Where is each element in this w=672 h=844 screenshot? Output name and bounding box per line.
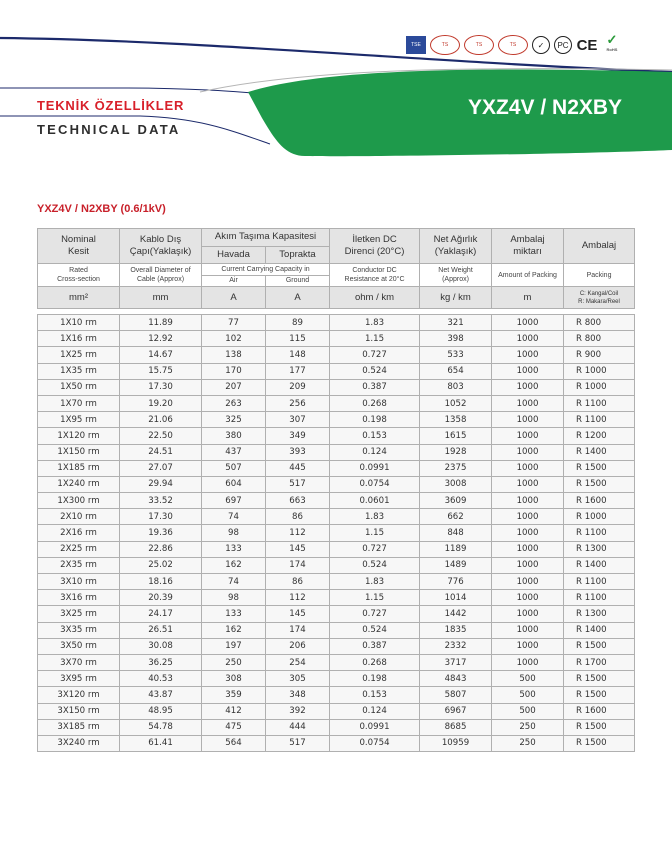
table-cell: 5807 <box>420 687 492 703</box>
technical-data-table <box>37 228 635 752</box>
table-cell: 206 <box>266 638 330 654</box>
table-cell: R 1500 <box>564 638 635 654</box>
table-cell: 359 <box>202 687 266 703</box>
table-cell: 112 <box>266 525 330 541</box>
table-cell: 1000 <box>492 476 564 492</box>
table-cell: 533 <box>420 347 492 363</box>
table-cell: 21.06 <box>120 412 202 428</box>
table-cell: 0.198 <box>330 671 420 687</box>
table-cell: 392 <box>266 703 330 719</box>
table-cell: 1X185 rm <box>38 460 120 476</box>
table-cell: 19.36 <box>120 525 202 541</box>
table-cell: 250 <box>202 654 266 670</box>
col-nominal-en: Rated Cross-section <box>38 264 120 287</box>
table-cell: 1000 <box>492 509 564 525</box>
table-cell: 22.50 <box>120 428 202 444</box>
thin-navy-line <box>0 88 290 96</box>
table-cell: 507 <box>202 460 266 476</box>
table-cell: 445 <box>266 460 330 476</box>
table-cell: 22.86 <box>120 541 202 557</box>
table-cell: 43.87 <box>120 687 202 703</box>
table-cell: 14.67 <box>120 347 202 363</box>
table-cell: 3X120 rm <box>38 687 120 703</box>
rohs-icon: ✓ RoHS <box>606 32 618 52</box>
table-cell: 2X25 rm <box>38 541 120 557</box>
page-title-tr: TEKNİK ÖZELLİKLER <box>37 98 185 113</box>
table-cell: 3008 <box>420 476 492 492</box>
table-cell: 500 <box>492 703 564 719</box>
table-cell: 662 <box>420 509 492 525</box>
table-cell: R 1500 <box>564 687 635 703</box>
table-cell: 3717 <box>420 654 492 670</box>
unit-diameter: mm <box>120 287 202 309</box>
cert-oval-icon-2: TS <box>464 35 494 55</box>
table-row <box>38 412 635 428</box>
table-cell: 517 <box>266 476 330 492</box>
table-cell: 1X95 rm <box>38 412 120 428</box>
table-cell: R 1700 <box>564 654 635 670</box>
col-air: Havada <box>202 246 266 264</box>
col-ground: Toprakta <box>266 246 330 264</box>
table-cell: 162 <box>202 557 266 573</box>
table-cell: 1.83 <box>330 315 420 331</box>
table-cell: R 900 <box>564 347 635 363</box>
table-cell: 1.15 <box>330 525 420 541</box>
table-cell: 177 <box>266 363 330 379</box>
table-cell: 133 <box>202 606 266 622</box>
table-cell: 307 <box>266 412 330 428</box>
table-row <box>38 606 635 622</box>
table-cell: R 1000 <box>564 509 635 525</box>
col-weight-en: Net Weight (Approx) <box>420 264 492 287</box>
table-cell: 1928 <box>420 444 492 460</box>
table-row <box>38 460 635 476</box>
col-resistance: İletken DC Direnci (20°C) <box>330 229 420 264</box>
table-cell: 115 <box>266 331 330 347</box>
page-title-en: TECHNICAL DATA <box>37 122 181 137</box>
table-cell: 1000 <box>492 557 564 573</box>
table-cell: 3X50 rm <box>38 638 120 654</box>
table-row <box>38 687 635 703</box>
unit-resistance: ohm / km <box>330 287 420 309</box>
table-cell: 1000 <box>492 363 564 379</box>
col-capacity: Akım Taşıma Kapasitesi <box>202 229 330 247</box>
table-cell: 174 <box>266 622 330 638</box>
table-row <box>38 428 635 444</box>
table-cell: 1835 <box>420 622 492 638</box>
table-cell: 61.41 <box>120 735 202 751</box>
col-capacity-en: Current Carrying Capacity in <box>202 264 330 276</box>
table-cell: 848 <box>420 525 492 541</box>
table-cell: 2332 <box>420 638 492 654</box>
table-cell: 1000 <box>492 315 564 331</box>
table-cell: 24.17 <box>120 606 202 622</box>
table-row <box>38 476 635 492</box>
table-cell: 1.83 <box>330 574 420 590</box>
table-cell: 517 <box>266 735 330 751</box>
table-cell: 145 <box>266 606 330 622</box>
table-cell: 564 <box>202 735 266 751</box>
table-cell: R 1100 <box>564 590 635 606</box>
table-cell: 48.95 <box>120 703 202 719</box>
table-cell: 2X35 rm <box>38 557 120 573</box>
table-cell: R 1300 <box>564 541 635 557</box>
table-cell: 27.07 <box>120 460 202 476</box>
table-cell: 604 <box>202 476 266 492</box>
table-cell: 1052 <box>420 395 492 411</box>
table-row <box>38 671 635 687</box>
table-cell: 3X95 rm <box>38 671 120 687</box>
table-cell: 54.78 <box>120 719 202 735</box>
table-cell: R 1000 <box>564 363 635 379</box>
table-row <box>38 735 635 751</box>
table-cell: 349 <box>266 428 330 444</box>
table-cell: 1000 <box>492 638 564 654</box>
table-cell: R 1500 <box>564 671 635 687</box>
table-cell: 207 <box>202 379 266 395</box>
table-cell: R 1500 <box>564 735 635 751</box>
col-amount-en: Amount of Packing <box>492 264 564 287</box>
table-cell: 74 <box>202 574 266 590</box>
table-cell: 1X35 rm <box>38 363 120 379</box>
table-cell: 3X185 rm <box>38 719 120 735</box>
table-cell: 1X10 rm <box>38 315 120 331</box>
table-cell: 74 <box>202 509 266 525</box>
table-cell: 40.53 <box>120 671 202 687</box>
table-cell: 98 <box>202 525 266 541</box>
table-row <box>38 347 635 363</box>
table-cell: 3X70 rm <box>38 654 120 670</box>
table-cell: 10959 <box>420 735 492 751</box>
table-cell: 8685 <box>420 719 492 735</box>
table-cell: 0.0754 <box>330 476 420 492</box>
table-cell: 0.153 <box>330 428 420 444</box>
table-cell: 3X150 rm <box>38 703 120 719</box>
table-row <box>38 379 635 395</box>
col-diameter-en: Overall Diameter of Cable (Approx) <box>120 264 202 287</box>
table-cell: 0.0991 <box>330 460 420 476</box>
table-row <box>38 493 635 509</box>
table-cell: 133 <box>202 541 266 557</box>
header-row-en <box>38 264 635 276</box>
table-cell: 1.15 <box>330 331 420 347</box>
table-cell: R 800 <box>564 315 635 331</box>
table-cell: 1000 <box>492 331 564 347</box>
table-cell: R 1600 <box>564 703 635 719</box>
table-cell: 305 <box>266 671 330 687</box>
table-cell: 102 <box>202 331 266 347</box>
table-cell: 776 <box>420 574 492 590</box>
table-cell: 0.387 <box>330 638 420 654</box>
table-cell: 1615 <box>420 428 492 444</box>
table-row <box>38 638 635 654</box>
table-row <box>38 703 635 719</box>
table-cell: R 1300 <box>564 606 635 622</box>
table-cell: 1X120 rm <box>38 428 120 444</box>
table-cell: 1000 <box>492 606 564 622</box>
table-cell: 1000 <box>492 347 564 363</box>
table-cell: 1000 <box>492 444 564 460</box>
table-cell: 4843 <box>420 671 492 687</box>
table-cell: 0.0601 <box>330 493 420 509</box>
table-cell: 1X25 rm <box>38 347 120 363</box>
table-cell: 19.20 <box>120 395 202 411</box>
table-cell: 15.75 <box>120 363 202 379</box>
unit-nominal: mm² <box>38 287 120 309</box>
table-cell: 89 <box>266 315 330 331</box>
table-cell: 1014 <box>420 590 492 606</box>
table-cell: 1000 <box>492 493 564 509</box>
cert-oval-icon-1: TS <box>430 35 460 55</box>
table-cell: 112 <box>266 590 330 606</box>
table-cell: 412 <box>202 703 266 719</box>
table-cell: 3X16 rm <box>38 590 120 606</box>
table-row <box>38 574 635 590</box>
table-cell: R 1100 <box>564 525 635 541</box>
col-air-en: Air <box>202 275 266 287</box>
table-row <box>38 395 635 411</box>
table-cell: 17.30 <box>120 379 202 395</box>
table-cell: 256 <box>266 395 330 411</box>
table-cell: 1000 <box>492 428 564 444</box>
table-cell: 1000 <box>492 395 564 411</box>
table-cell: R 1100 <box>564 412 635 428</box>
table-cell: 500 <box>492 687 564 703</box>
table-cell: 0.124 <box>330 444 420 460</box>
table-cell: 0.387 <box>330 379 420 395</box>
table-cell: R 1400 <box>564 622 635 638</box>
table-cell: 697 <box>202 493 266 509</box>
table-cell: 1000 <box>492 590 564 606</box>
unit-air: A <box>202 287 266 309</box>
table-cell: 437 <box>202 444 266 460</box>
table-cell: 250 <box>492 735 564 751</box>
table-row <box>38 315 635 331</box>
table-cell: 0.153 <box>330 687 420 703</box>
table-cell: 1000 <box>492 460 564 476</box>
table-cell: 0.524 <box>330 557 420 573</box>
table-cell: 197 <box>202 638 266 654</box>
col-weight: Net Ağırlık (Yaklaşık) <box>420 229 492 264</box>
col-nominal: Nominal Kesit <box>38 229 120 264</box>
table-cell: 1.15 <box>330 590 420 606</box>
table-cell: 1X70 rm <box>38 395 120 411</box>
col-ground-en: Ground <box>266 275 330 287</box>
table-cell: R 1400 <box>564 444 635 460</box>
table-cell: 26.51 <box>120 622 202 638</box>
table-cell: 2X16 rm <box>38 525 120 541</box>
table-cell: 3X35 rm <box>38 622 120 638</box>
table-cell: 1442 <box>420 606 492 622</box>
table-cell: 250 <box>492 719 564 735</box>
table-body <box>38 315 635 752</box>
table-cell: 0.524 <box>330 622 420 638</box>
pc-circle-icon: PC <box>554 36 572 54</box>
table-row <box>38 654 635 670</box>
table-cell: 77 <box>202 315 266 331</box>
table-cell: 0.268 <box>330 654 420 670</box>
table-cell: 3X25 rm <box>38 606 120 622</box>
table-cell: 0.0754 <box>330 735 420 751</box>
table-cell: R 1200 <box>564 428 635 444</box>
table-cell: R 1500 <box>564 476 635 492</box>
check-circle-icon: ✓ <box>532 36 550 54</box>
table-cell: 1189 <box>420 541 492 557</box>
table-cell: 0.268 <box>330 395 420 411</box>
unit-packing: C: Kangal/Coil R: Makara/Reel <box>564 287 635 309</box>
col-packing-en: Packing <box>564 264 635 287</box>
table-cell: 663 <box>266 493 330 509</box>
table-row <box>38 622 635 638</box>
table-cell: 2375 <box>420 460 492 476</box>
table-cell: 170 <box>202 363 266 379</box>
table-cell: 1000 <box>492 654 564 670</box>
table-cell: 393 <box>266 444 330 460</box>
table-cell: 1X150 rm <box>38 444 120 460</box>
table-cell: 803 <box>420 379 492 395</box>
table-cell: R 1100 <box>564 395 635 411</box>
table-row <box>38 331 635 347</box>
table-cell: 11.89 <box>120 315 202 331</box>
table-cell: 1489 <box>420 557 492 573</box>
table-cell: 1000 <box>492 622 564 638</box>
unit-amount: m <box>492 287 564 309</box>
table-cell: R 1100 <box>564 574 635 590</box>
table-cell: 0.0991 <box>330 719 420 735</box>
table-cell: 209 <box>266 379 330 395</box>
table-cell: R 1000 <box>564 379 635 395</box>
header-row-tr <box>38 229 635 247</box>
table-cell: 29.94 <box>120 476 202 492</box>
table-cell: 162 <box>202 622 266 638</box>
table-cell: 25.02 <box>120 557 202 573</box>
table-cell: 0.198 <box>330 412 420 428</box>
table-row <box>38 509 635 525</box>
unit-weight: kg / km <box>420 287 492 309</box>
table-cell: 3X240 rm <box>38 735 120 751</box>
table-row <box>38 719 635 735</box>
table-cell: 18.16 <box>120 574 202 590</box>
table-cell: 98 <box>202 590 266 606</box>
table-cell: 398 <box>420 331 492 347</box>
table-cell: 444 <box>266 719 330 735</box>
table-cell: 30.08 <box>120 638 202 654</box>
table-cell: 3X10 rm <box>38 574 120 590</box>
table-cell: 1000 <box>492 525 564 541</box>
table-row <box>38 363 635 379</box>
table-cell: 308 <box>202 671 266 687</box>
table-row <box>38 525 635 541</box>
table-cell: 174 <box>266 557 330 573</box>
table-cell: 12.92 <box>120 331 202 347</box>
table-cell: 1358 <box>420 412 492 428</box>
table-cell: R 1500 <box>564 460 635 476</box>
table-cell: 0.727 <box>330 347 420 363</box>
table-cell: 148 <box>266 347 330 363</box>
units-row <box>38 287 635 309</box>
table-cell: 1.83 <box>330 509 420 525</box>
table-cell: 86 <box>266 509 330 525</box>
table-cell: 254 <box>266 654 330 670</box>
table-cell: 348 <box>266 687 330 703</box>
tse-logo-icon: TSE <box>406 36 426 54</box>
table-cell: 33.52 <box>120 493 202 509</box>
table-cell: 1000 <box>492 379 564 395</box>
table-cell: R 1500 <box>564 719 635 735</box>
certification-logos <box>406 34 622 56</box>
table-cell: 263 <box>202 395 266 411</box>
table-cell: 1X240 rm <box>38 476 120 492</box>
table-cell: R 1400 <box>564 557 635 573</box>
table-row <box>38 444 635 460</box>
table-cell: 17.30 <box>120 509 202 525</box>
table-cell: 3609 <box>420 493 492 509</box>
section-title: YXZ4V / N2XBY (0.6/1kV) <box>37 203 166 215</box>
table-cell: 475 <box>202 719 266 735</box>
table-cell: 1X50 rm <box>38 379 120 395</box>
table-cell: 24.51 <box>120 444 202 460</box>
table-cell: R 800 <box>564 331 635 347</box>
col-packing: Ambalaj <box>564 229 635 264</box>
table-cell: 380 <box>202 428 266 444</box>
table-cell: 0.727 <box>330 541 420 557</box>
ce-mark-icon: CE <box>576 36 598 54</box>
table-row <box>38 590 635 606</box>
table-cell: 6967 <box>420 703 492 719</box>
table-cell: 1000 <box>492 541 564 557</box>
table-cell: 1X300 rm <box>38 493 120 509</box>
table-cell: 138 <box>202 347 266 363</box>
table-cell: 321 <box>420 315 492 331</box>
table-cell: 500 <box>492 671 564 687</box>
table-cell: 0.727 <box>330 606 420 622</box>
product-name: YXZ4V / N2XBY <box>468 96 623 119</box>
table-cell: 0.524 <box>330 363 420 379</box>
table-cell: 145 <box>266 541 330 557</box>
table-cell: 86 <box>266 574 330 590</box>
table-cell: 0.124 <box>330 703 420 719</box>
table-cell: 36.25 <box>120 654 202 670</box>
col-amount: Ambalaj miktarı <box>492 229 564 264</box>
table-cell: 1000 <box>492 412 564 428</box>
table-cell: 2X10 rm <box>38 509 120 525</box>
table-row <box>38 541 635 557</box>
table-cell: 654 <box>420 363 492 379</box>
table-cell: 325 <box>202 412 266 428</box>
unit-ground: A <box>266 287 330 309</box>
table-cell: 1X16 rm <box>38 331 120 347</box>
table-cell: 20.39 <box>120 590 202 606</box>
table-cell: R 1600 <box>564 493 635 509</box>
table-cell: 1000 <box>492 574 564 590</box>
col-resistance-en: Conductor DC Resistance at 20°C <box>330 264 420 287</box>
col-diameter: Kablo Dış Çapı(Yaklaşık) <box>120 229 202 264</box>
table-row <box>38 557 635 573</box>
cert-oval-icon-3: TS <box>498 35 528 55</box>
